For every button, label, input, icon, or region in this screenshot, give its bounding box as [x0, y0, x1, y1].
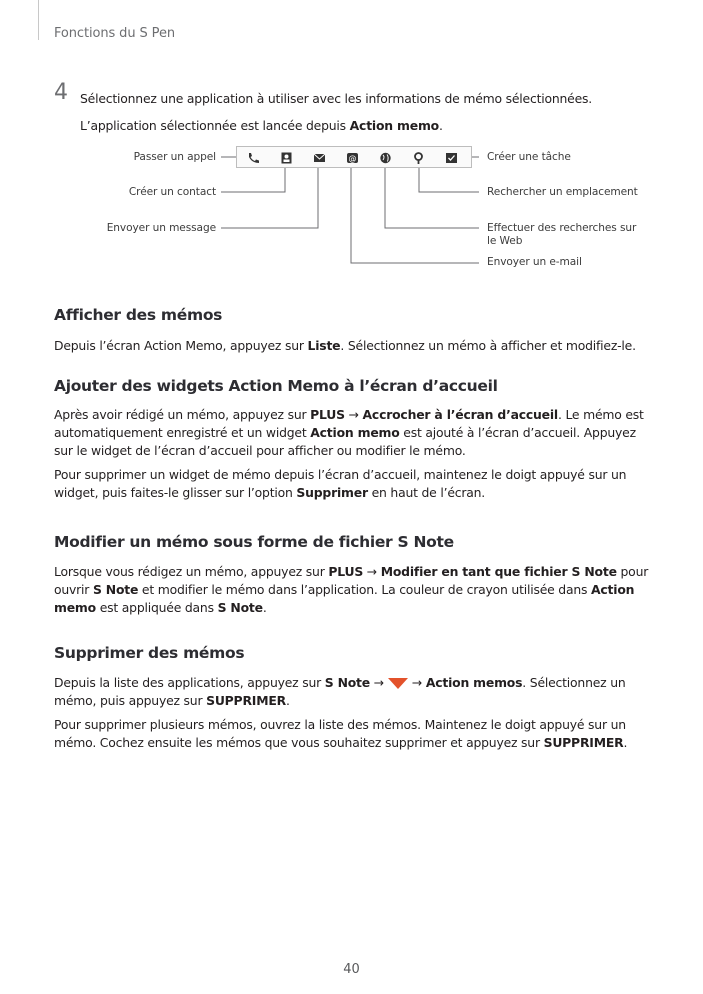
- web-icon[interactable]: [369, 147, 402, 169]
- svg-text:@: @: [348, 154, 357, 163]
- label-location: Rechercher un emplacement: [487, 186, 638, 198]
- link-toolbar: [236, 146, 472, 168]
- paragraph: Depuis la liste des applications, appuyez sur S Note → → Action memos. Sélectionnez un mémo, puis appuyez sur SUPPRIMER.: [54, 675, 626, 708]
- label-contact: Créer un contact: [128, 186, 216, 198]
- label-web-line-1: Effectuer des recherches sur: [487, 222, 637, 234]
- expand-arrow-icon: [388, 678, 408, 689]
- section-title-view: Afficher des mémos: [54, 306, 223, 324]
- callout-line-web: [385, 161, 479, 228]
- step-line-2: L’application sélectionnée est lancée depuis Action memo.: [80, 118, 443, 133]
- contact-icon[interactable]: [270, 147, 303, 169]
- paragraph: Après avoir rédigé un mémo, appuyez sur PLUS → Accrocher à l’écran d’accueil. Le mémo est automatiquement enregistré et un widget Action memo est ajouté à l’écran d’accueil. Appuyez sur le widget de l’écran d’accueil pour afficher ou modifier le mémo.: [54, 407, 644, 458]
- section-view-text: [54, 337, 654, 355]
- section-widgets-text: [54, 406, 654, 502]
- page-header: Fonctions du S Pen: [54, 26, 175, 41]
- label-call: Passer un appel: [133, 151, 216, 163]
- phone-icon[interactable]: [237, 147, 270, 169]
- callout-line-message: [221, 161, 318, 228]
- section-title-widgets: Ajouter des widgets Action Memo à l’écran d’accueil: [54, 377, 498, 395]
- page-number: 40: [343, 962, 360, 977]
- task-icon[interactable]: [435, 147, 468, 169]
- section-snote-text: [54, 563, 654, 617]
- paragraph: Pour supprimer plusieurs mémos, ouvrez la liste des mémos. Maintenez le doigt appuyé sur un mémo. Cochez ensuite les mémos que vous souhaitez supprimer et appuyez sur SUPPRIMER.: [54, 717, 628, 750]
- callout-line-email: [351, 161, 479, 263]
- message-icon[interactable]: [303, 147, 336, 169]
- section-title-snote: Modifier un mémo sous forme de fichier S Note: [54, 533, 454, 551]
- paragraph: Depuis l’écran Action Memo, appuyez sur Liste. Sélectionnez un mémo à afficher et modifiez-le.: [54, 338, 636, 353]
- location-icon[interactable]: [402, 147, 435, 169]
- label-task: Créer une tâche: [487, 151, 571, 163]
- paragraph: Lorsque vous rédigez un mémo, appuyez sur PLUS → Modifier en tant que fichier S Note pour ouvrir S Note et modifier le mémo dans l’application. La couleur de crayon utilisée dans Action memo est appliquée dans S Note.: [54, 564, 649, 615]
- label-web-line-2: le Web: [487, 235, 523, 247]
- label-message: Envoyer un message: [106, 222, 216, 234]
- section-title-delete: Supprimer des mémos: [54, 644, 245, 662]
- label-email: Envoyer un e-mail: [487, 256, 582, 268]
- paragraph: Pour supprimer un widget de mémo depuis l’écran d’accueil, maintenez le doigt appuyé sur un widget, puis faites-le glisser sur l’option Supprimer en haut de l’écran.: [54, 467, 627, 500]
- step-line-1: Sélectionnez une application à utiliser avec les informations de mémo sélectionnées.: [80, 91, 593, 106]
- email-icon[interactable]: [336, 147, 369, 169]
- section-delete-text: [54, 674, 654, 752]
- step-number: 4: [54, 80, 68, 105]
